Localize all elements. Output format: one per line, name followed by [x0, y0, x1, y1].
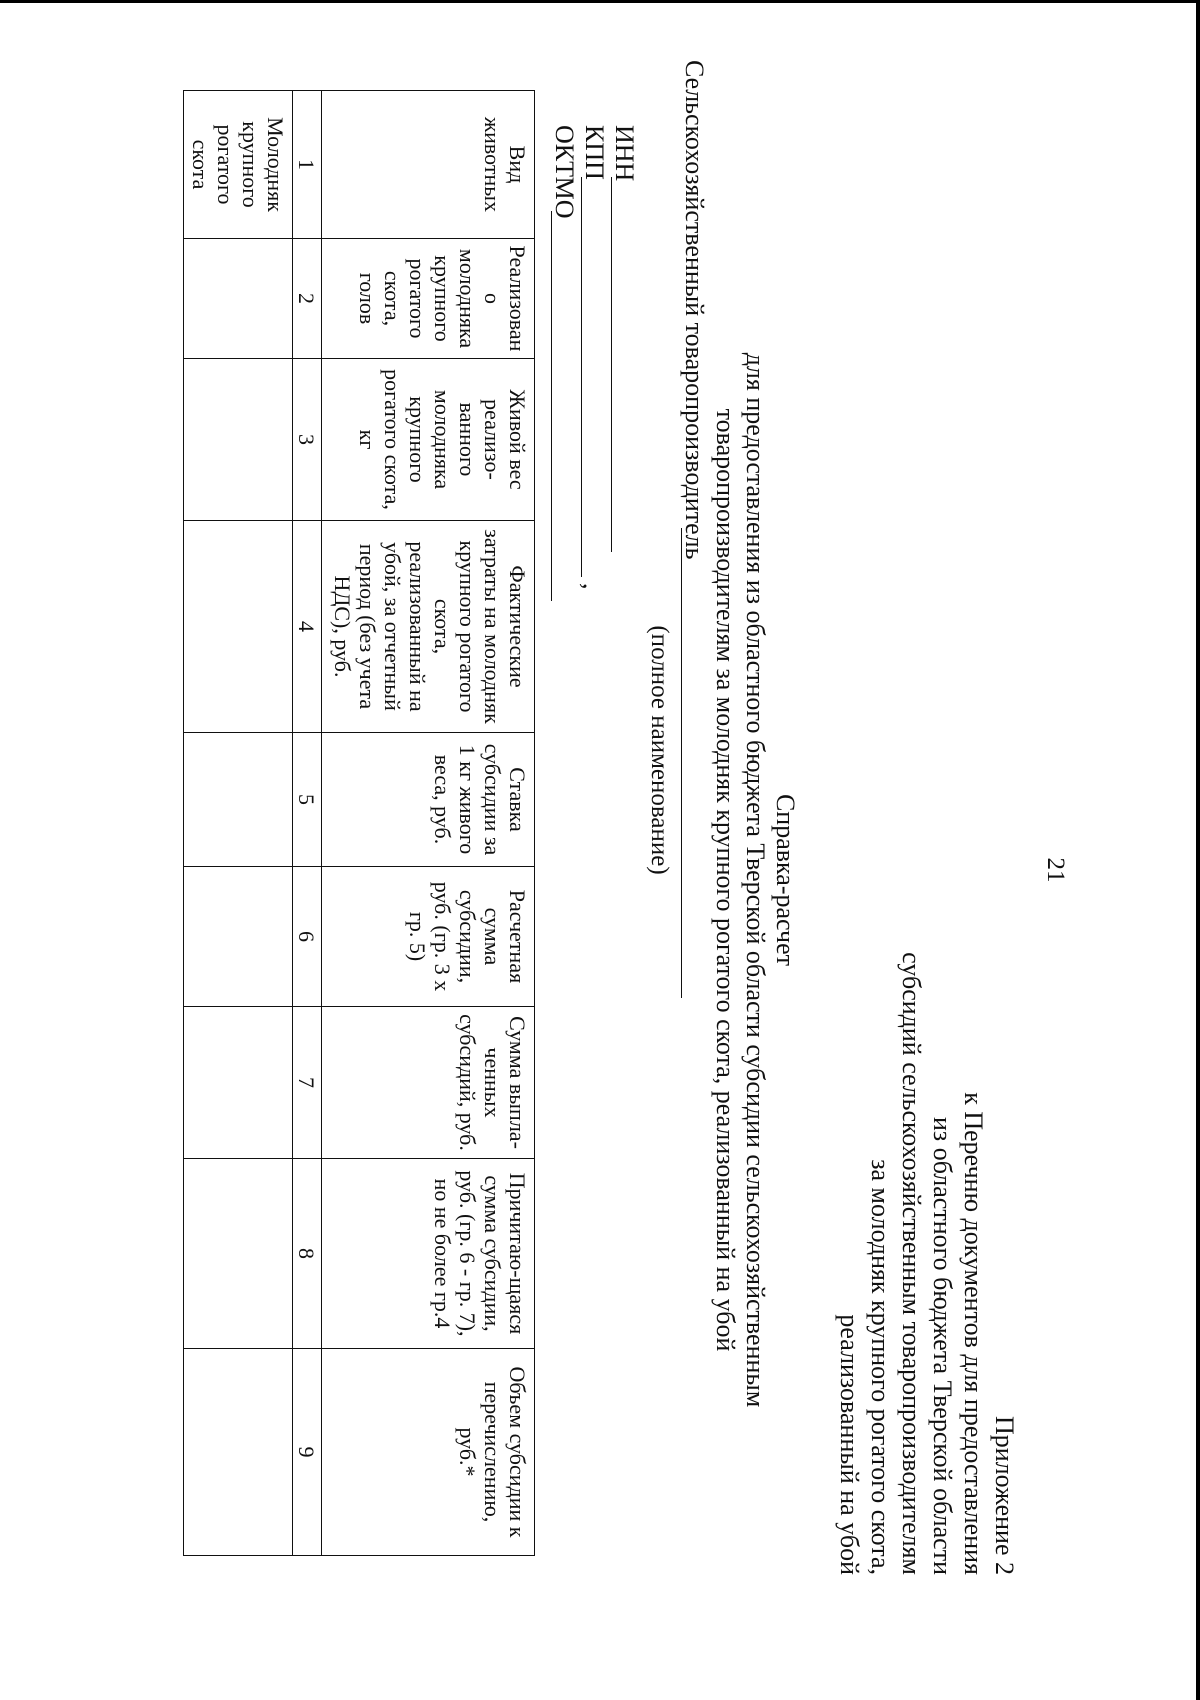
column-number: 9 — [293, 1349, 322, 1556]
oktmo-label: ОКТМО — [550, 125, 579, 219]
table-cell[interactable] — [184, 1007, 293, 1159]
producer-name-line[interactable] — [681, 528, 682, 998]
column-number: 8 — [293, 1159, 322, 1349]
column-number: 7 — [293, 1007, 322, 1159]
kpp-line[interactable] — [581, 177, 582, 577]
header-cell-head-count: Реализовано молодняка крупного рогатого скота, голов — [322, 239, 535, 359]
inn-line[interactable] — [611, 177, 612, 552]
oktmo-field — [549, 125, 580, 219]
oktmo-line[interactable] — [551, 211, 552, 601]
title-heading: Справка-расчет — [771, 793, 800, 967]
inn-field — [609, 125, 640, 181]
producer-field — [646, 60, 710, 1160]
table-cell[interactable] — [184, 239, 293, 359]
title-line: товаропроизводителям за молодняк крупного рогатого скота, реализованный на убой — [711, 408, 740, 1352]
appendix-line: реализованный на убой — [835, 1314, 864, 1575]
producer-hint: (полное наименование) — [646, 625, 673, 875]
appendix-line: субсидий сельскохозяйственным товаропроизводителям — [897, 952, 926, 1575]
appendix-line: к Перечню документов для предоставления — [959, 1092, 988, 1575]
appendix-line: за молодняк крупного рогатого скота, — [866, 1159, 895, 1575]
header-cell-live-weight: Живой вес реализо-ванного молодняка крупного рогатого скота, кг — [322, 359, 535, 521]
column-number: 5 — [293, 733, 322, 867]
table-cell[interactable] — [184, 521, 293, 733]
table-header-row — [322, 91, 535, 1556]
header-cell-estimated-subsidy: Расчетная сумма субсидии, руб. (гр. 3 х гр. 5) — [322, 867, 535, 1007]
appendix-header — [834, 855, 1020, 1575]
table-row — [184, 91, 293, 1556]
table-cell[interactable] — [184, 1349, 293, 1556]
column-number: 3 — [293, 359, 322, 521]
table-cell-animal-type: Молодняк крупного рогатого скота — [184, 91, 293, 239]
column-number: 1 — [293, 91, 322, 239]
document-title — [710, 330, 800, 1430]
header-cell-due-subsidy: Причитаю-щаяся сумма субсидии, руб. (гр. 6 - гр. 7), но не более гр.4 — [322, 1159, 535, 1349]
header-cell-paid-subsidies: Сумма выпла-ченных субсидий, руб. — [322, 1007, 535, 1159]
table-cell[interactable] — [184, 1159, 293, 1349]
page-number: 21 — [1042, 857, 1069, 883]
producer-label: Сельскохозяйственный товаропроизводитель — [680, 60, 709, 560]
column-number: 4 — [293, 521, 322, 733]
inn-label: ИНН — [610, 125, 639, 182]
table-cell[interactable] — [184, 359, 293, 521]
appendix-line: Приложение 2 — [990, 1415, 1019, 1575]
column-number: 6 — [293, 867, 322, 1007]
header-cell-animal-type: Вид животных — [322, 91, 535, 239]
subsidy-calculation-table — [183, 90, 535, 1556]
table-cell[interactable] — [184, 733, 293, 867]
kpp-comma: , — [578, 583, 607, 590]
header-cell-actual-costs: Фактические затраты на молодняк крупного рогатого скота, реализованный на убой, за отчетный период (без учета НДС), руб. — [322, 521, 535, 733]
column-number-row — [293, 91, 322, 1556]
header-cell-subsidy-to-transfer: Объем субсидии к перечислению, руб.* — [322, 1349, 535, 1556]
appendix-line: из областного бюджета Тверской области — [928, 1117, 957, 1575]
header-cell-subsidy-rate: Ставка субсидии за 1 кг живого веса, руб. — [322, 733, 535, 867]
kpp-field — [578, 125, 610, 590]
table-cell[interactable] — [184, 867, 293, 1007]
title-line: для предоставления из областного бюджета Тверской области субсидии сельскохозяйственным — [741, 352, 770, 1408]
kpp-label: КПП — [580, 125, 609, 180]
column-number: 2 — [293, 239, 322, 359]
